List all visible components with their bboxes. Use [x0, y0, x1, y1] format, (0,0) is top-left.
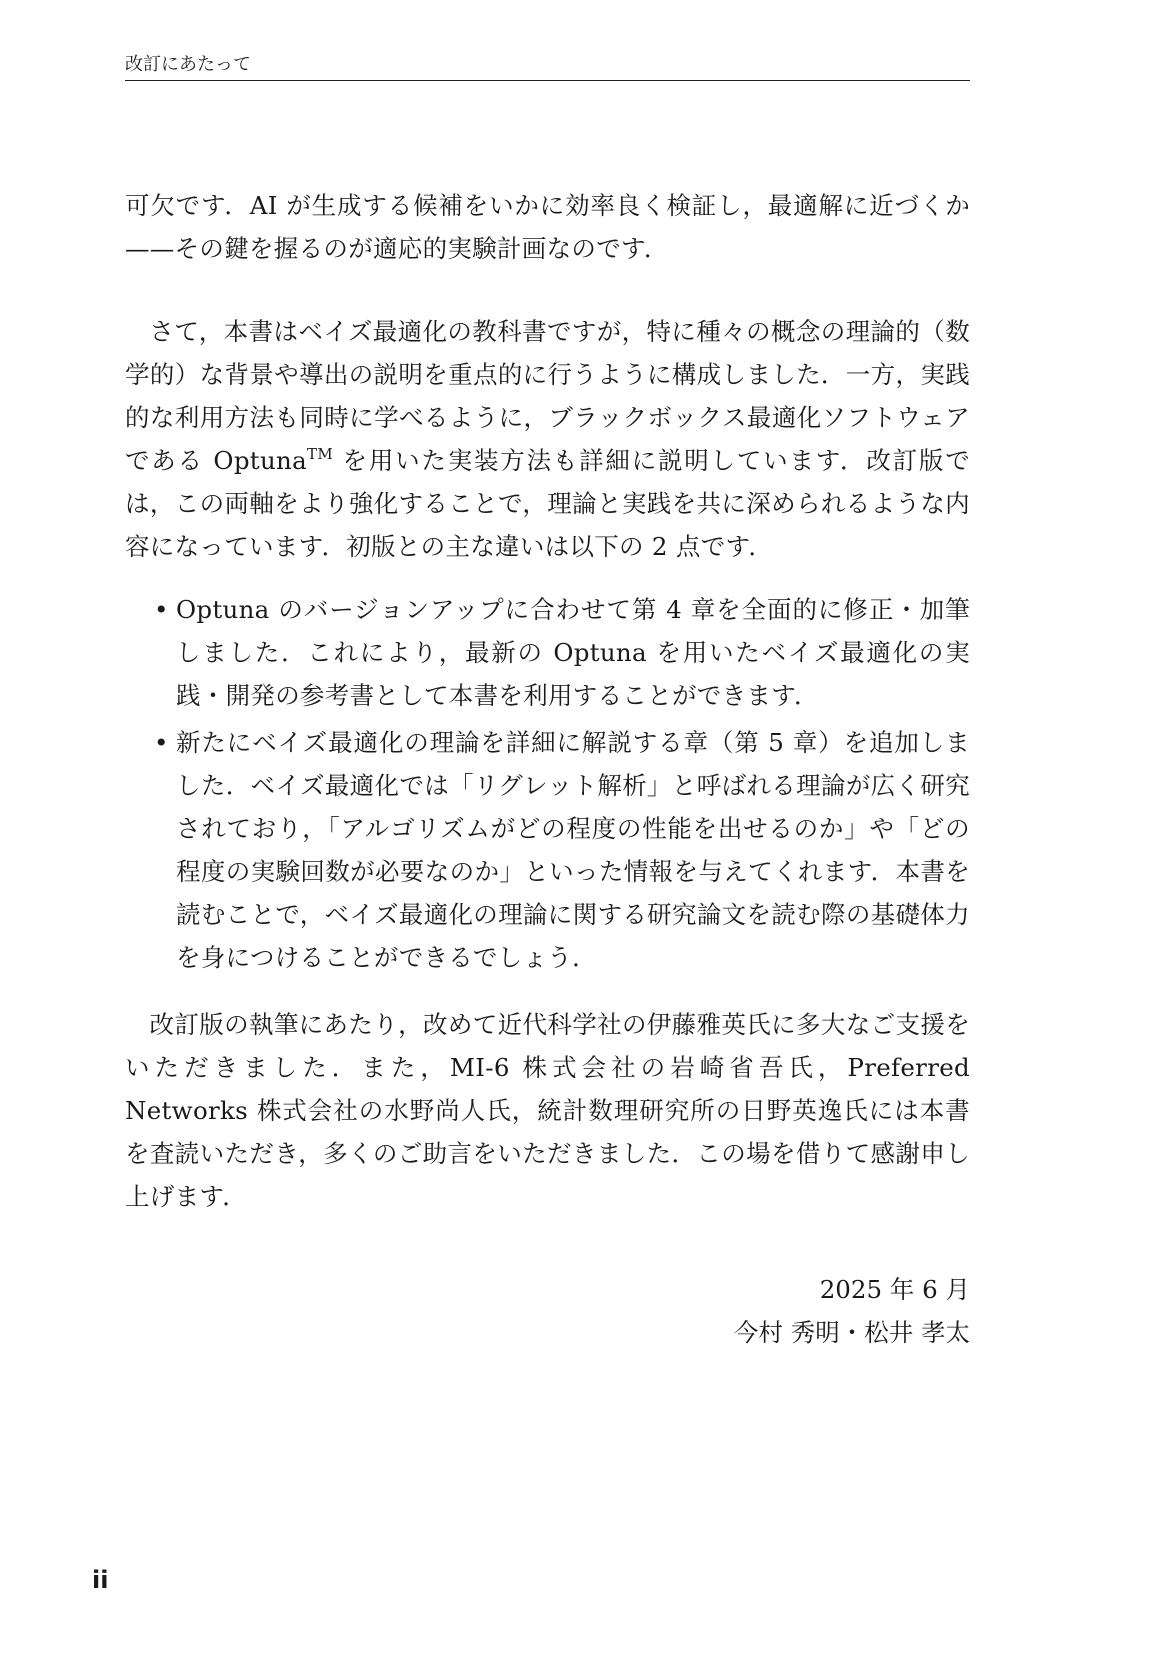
page-number: ii: [92, 1566, 109, 1594]
bullet-marker: •: [154, 728, 169, 757]
running-header: 改訂にあたって: [125, 54, 251, 75]
header-rule: [125, 80, 970, 81]
paragraph-spacer: [125, 983, 970, 1003]
list-item-chapter4: [154, 588, 970, 717]
paragraph-overview-text-b: を用いた実装方法も詳細に説明しています．改訂版では，この両軸をより強化することで，理論と実践を共に深められるような内容になっています．初版との主な違いは以下の 2 点です．: [125, 446, 970, 561]
list-item-chapter5: [154, 721, 970, 979]
paragraph-continuation: 可欠です．AI が生成する候補をいかに効率良く検証し，最適解に近づくか——その鍵を握るのが適応的実験計画なのです．: [125, 191, 970, 263]
signature-block: [125, 1268, 970, 1354]
main-content: [125, 184, 970, 1218]
changes-list: [125, 588, 970, 979]
list-item-text: Optuna のバージョンアップに合わせて第 4 章を全面的に修正・加筆しました．これにより，最新の Optuna を用いたベイズ最適化の実践・開発の参考書として本書を利用することができます．: [176, 595, 970, 710]
signature-authors: 今村 秀明・松井 孝太: [733, 1318, 970, 1347]
paragraph-spacer: [125, 270, 970, 310]
paragraph-overview: [125, 310, 970, 568]
bullet-marker: •: [154, 595, 169, 624]
signature-date: 2025 年 6 月: [819, 1275, 970, 1304]
list-item-text: 新たにベイズ最適化の理論を詳細に解説する章（第 5 章）を追加しました．ベイズ最適化では「リグレット解析」と呼ばれる理論が広く研究されており，「アルゴリズムがどの程度の性能を出せるのか」や「どの程度の実験回数が必要なのか」といった情報を与えてくれます．本書を読むことで，ベイズ最適化の理論に関する研究論文を読む際の基礎体力を身につけることができるでしょう．: [176, 728, 970, 972]
paragraph-spacer: [125, 568, 970, 588]
paragraph-acknowledgements: 改訂版の執筆にあたり，改めて近代科学社の伊藤雅英氏に多大なご支援をいただきました．また，MI-6 株式会社の岩崎省吾氏，Preferred Networks 株式会社の水野尚人氏，統計数理研究所の日野英逸氏には本書を査読いただき，多くのご助言をいただきました．この場を借りて感謝申し上げます．: [125, 1010, 970, 1211]
trademark-superscript: TM: [307, 445, 333, 463]
paragraph-overview-text-a: さて，本書はベイズ最適化の教科書ですが，特に種々の概念の理論的（数学的）な背景や導出の説明を重点的に行うように構成しました．一方，実践的な利用方法も同時に学べるように，ブラックボックス最適化ソフトウェアである Optuna: [125, 317, 970, 475]
